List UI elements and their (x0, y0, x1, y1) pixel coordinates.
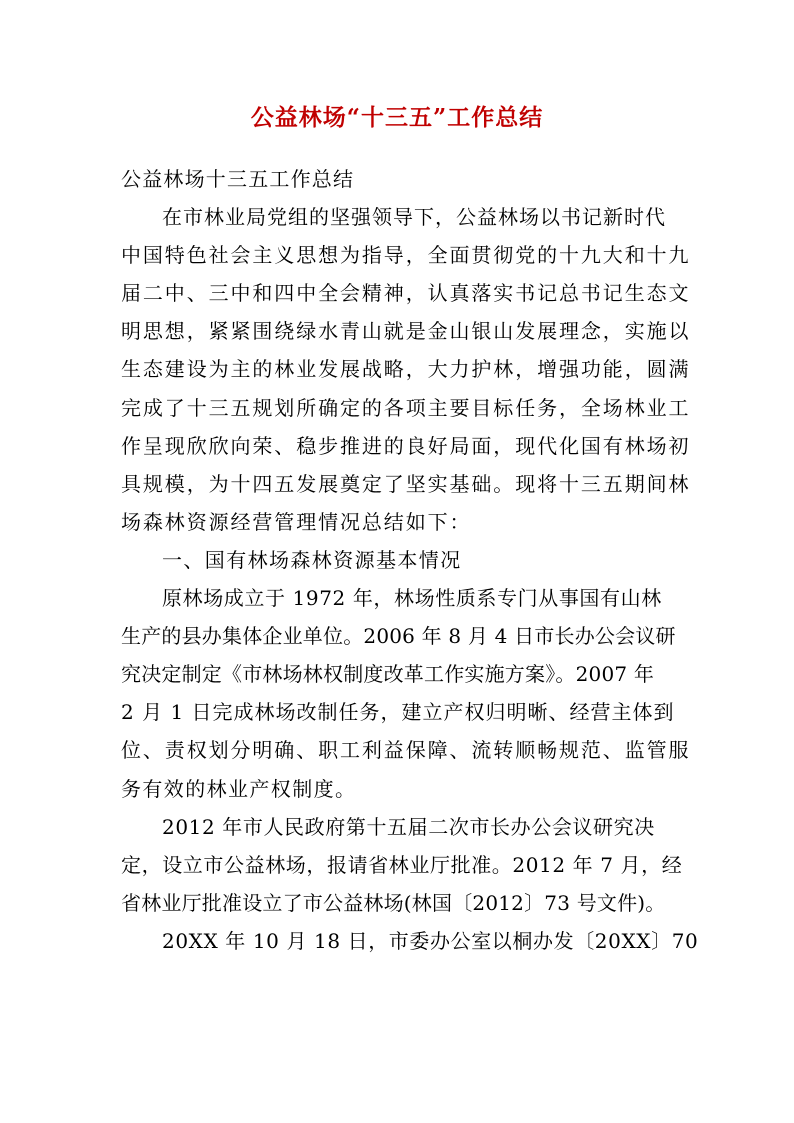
paragraph-line: 完成了十三五规划所确定的各项主要目标任务，全场林业工 (121, 395, 691, 420)
paragraph-line: 作呈现欣欣向荣、稳步推进的良好局面，现代化国有林场初 (121, 433, 691, 458)
paragraph-line: 生产的县办集体企业单位。2006 年 8 月 4 日市长办公会议研 (121, 624, 676, 649)
paragraph-line: 生态建设为主的林业发展战略，大力护林，增强功能，圆满 (121, 357, 691, 382)
paragraph-line: 定，设立市公益林场，报请省林业厅批准。2012 年 7 月，经 (121, 852, 683, 877)
section-heading: 一、国有林场森林资源基本情况 (162, 547, 462, 572)
document-subtitle: 公益林场十三五工作总结 (121, 167, 355, 191)
paragraph-line: 位、责权划分明确、职工利益保障、流转顺畅规范、监管服 (121, 738, 691, 763)
paragraph-line: 在市林业局党组的坚强领导下，公益林场以书记新时代 (162, 205, 666, 230)
paragraph-line: 20XX 年 10 月 18 日，市委办公室以桐办发〔20XX〕70 (162, 928, 699, 953)
paragraph-line: 务有效的林业产权制度。 (121, 776, 357, 801)
document-body (121, 160, 699, 960)
paragraph-line: 2 月 1 日完成林场改制任务，建立产权归明晰、经营主体到 (121, 700, 675, 725)
paragraph-line: 明思想，紧紧围绕绿水青山就是金山银山发展理念，实施以 (121, 319, 691, 344)
paragraph-line: 2012 年市人民政府第十五届二次市长办公会议研究决 (162, 814, 655, 839)
paragraph-line: 具规模，为十四五发展奠定了坚实基础。现将十三五期间林 (121, 471, 691, 496)
paragraph-line: 究决定制定《市林场林权制度改革工作实施方案》。2007 年 (121, 662, 655, 687)
document-title: 公益林场“十三五”工作总结 (250, 104, 544, 131)
paragraph-line: 省林业厅批准设立了市公益林场(林国〔2012〕73 号文件)。 (121, 890, 666, 915)
paragraph-line: 原林场成立于 1972 年，林场性质系专门从事国有山林 (162, 586, 662, 611)
paragraph-line: 中国特色社会主义思想为指导，全面贯彻党的十九大和十九 (121, 243, 691, 268)
paragraph-line: 届二中、三中和四中全会精神，认真落实书记总书记生态文 (121, 281, 691, 306)
paragraph-line: 场森林资源经营管理情况总结如下： (121, 509, 472, 534)
